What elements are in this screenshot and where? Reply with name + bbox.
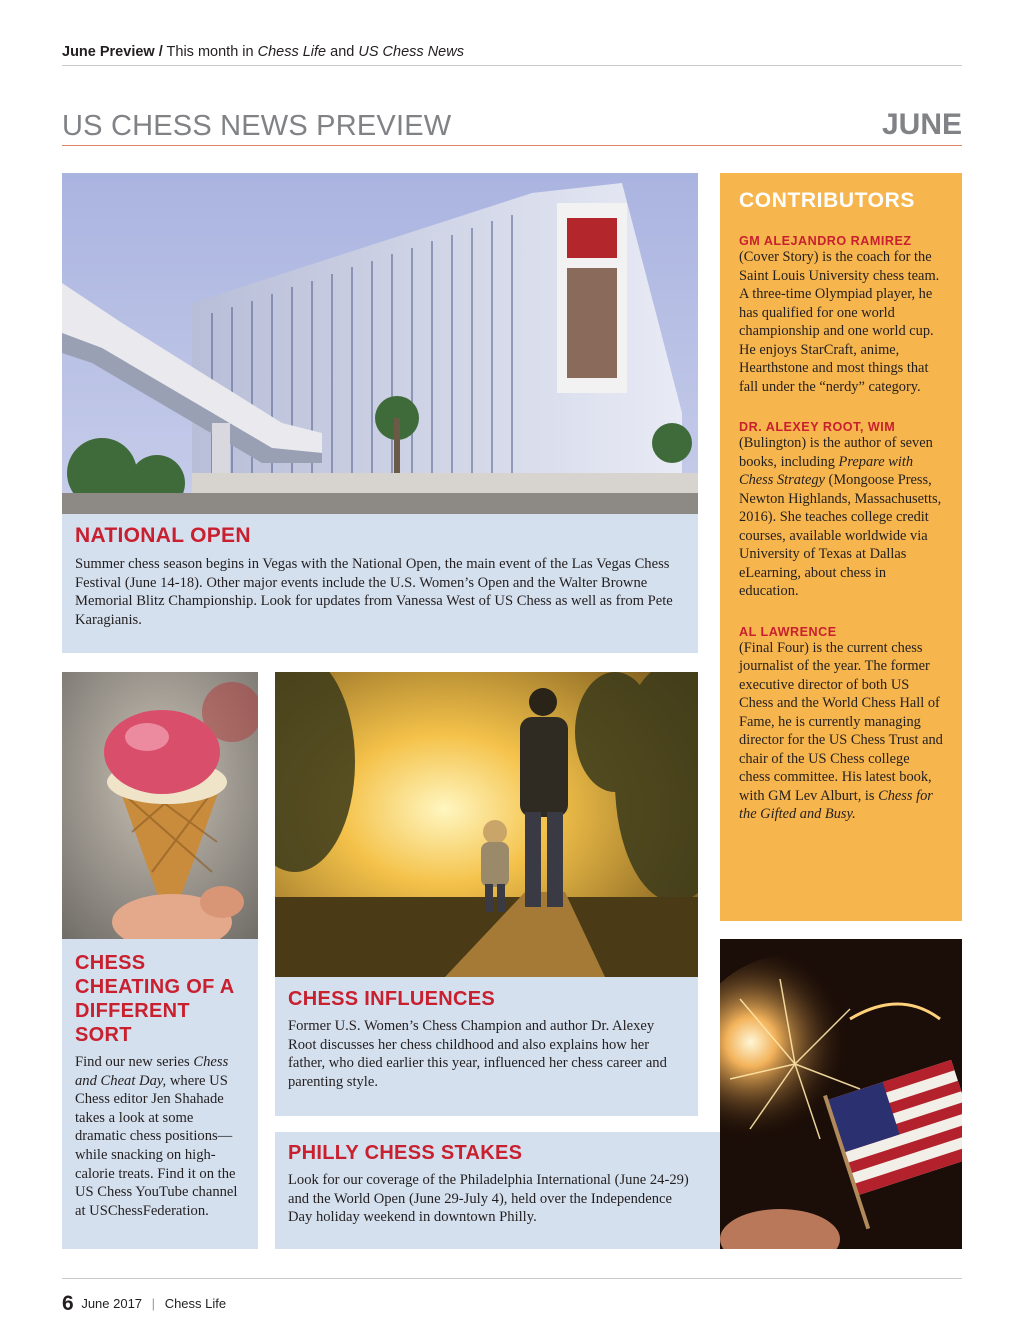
header-divider — [62, 65, 962, 66]
contributor-book-title: Prepare with Chess Strategy — [739, 453, 914, 488]
contributors-panel — [720, 173, 962, 921]
cheating-series-title: Chess and Cheat Day, — [75, 1054, 229, 1089]
contributor-book-title: Chess for the Gifted and Busy. — [739, 787, 933, 822]
philly-body: Look for our coverage of the Philadelphia International (June 24-29) and the World Open (June 29-July 4), held over the Independence Day holiday weekend in downtown Philly. — [288, 1172, 689, 1226]
cheating-body-text: Find our new series — [75, 1054, 190, 1070]
national-open-body: Summer chess season begins in Vegas with the National Open, the main event of the Las Vegas Chess Festival (June 14-18). Other major events include the U.S. Women’s Open and the Walter Browne Memorial Blitz Championship. Look for updates from Vanessa West of US Chess as well as from Pete Karagianis. — [75, 556, 673, 628]
footer-separator: | — [151, 1296, 156, 1311]
title-divider — [62, 145, 962, 146]
contributor-bio-text: (Final Four) is the current chess journalist of the year. The former executive director of both US Chess and the World Chess Hall of Fame, he is currently managing director for the US Chess Trust and chair of the US Chess college chess committee. His latest book, with GM Lev Alburt, is — [739, 639, 943, 804]
contributor-name: DR. ALEXEY ROOT, WIM — [739, 420, 896, 434]
philly-panel — [275, 1132, 720, 1249]
contributor-name: GM ALEJANDRO RAMIREZ — [739, 234, 912, 248]
ice-cream-photo — [62, 672, 258, 939]
contributor-bio-text: (Bulington) is the author of seven books, including — [739, 435, 933, 470]
running-header-pub1: Chess Life — [257, 44, 327, 60]
footer-issue: June 2017 — [81, 1296, 143, 1311]
hotel-photo — [62, 173, 698, 514]
running-header — [62, 44, 464, 60]
running-header-and: and — [330, 44, 355, 60]
national-open-heading: NATIONAL OPEN — [75, 524, 251, 547]
contributor-bio — [739, 434, 944, 601]
cheating-body — [75, 1053, 248, 1220]
running-header-pub2: US Chess News — [358, 44, 464, 60]
page-title: US CHESS NEWS PREVIEW — [62, 110, 452, 142]
footer-divider — [62, 1278, 962, 1279]
page-number: 6 — [62, 1292, 74, 1315]
cheating-body-text: where US Chess editor Jen Shahade takes a look at some dramatic chess positions—while snacking on high-calorie treats. Find it on the US Chess YouTube channel at USChessFederation. — [75, 1072, 238, 1219]
contributor-bio: (Cover Story) is the coach for the Saint Louis University chess team. A three-time Olympiad player, he has qualified for one world championship and one world cup. He enjoys StarCraft, anime, Hearthstone and most things that fall under the “nerdy” category. — [739, 249, 940, 395]
running-header-lead: This month in — [166, 44, 254, 60]
contributor-bio-text: (Mongoose Press, Newton Highlands, Massachusetts, 2016). She teaches college credit courses, available worldwide via University of Texas at Dallas eLearning, about chess in education. — [739, 472, 942, 599]
influences-body: Former U.S. Women’s Chess Champion and author Dr. Alexey Root discusses her chess childhood and also explains how her father, who died earlier this year, influenced her chess career and parenting style. — [288, 1018, 667, 1090]
cheating-heading: CHESS CHEATING OF A DIFFERENT SORT — [75, 952, 234, 1046]
contributor-name: AL LAWRENCE — [739, 624, 837, 639]
philly-heading: PHILLY CHESS STAKES — [288, 1142, 523, 1164]
contributors-title: CONTRIBUTORS — [739, 189, 915, 212]
national-open-panel — [62, 514, 698, 653]
running-header-section: June Preview — [62, 44, 155, 60]
page-month: JUNE — [881, 108, 962, 141]
running-header-slash: / — [158, 44, 163, 60]
cheating-panel — [62, 939, 258, 1249]
father-child-photo — [275, 672, 698, 977]
sparkler-flag-photo — [720, 939, 962, 1249]
page-footer — [62, 1292, 226, 1316]
influences-heading: CHESS INFLUENCES — [288, 988, 496, 1010]
contributor-bio — [739, 639, 944, 824]
influences-panel — [275, 977, 698, 1116]
footer-publication: Chess Life — [164, 1296, 227, 1311]
